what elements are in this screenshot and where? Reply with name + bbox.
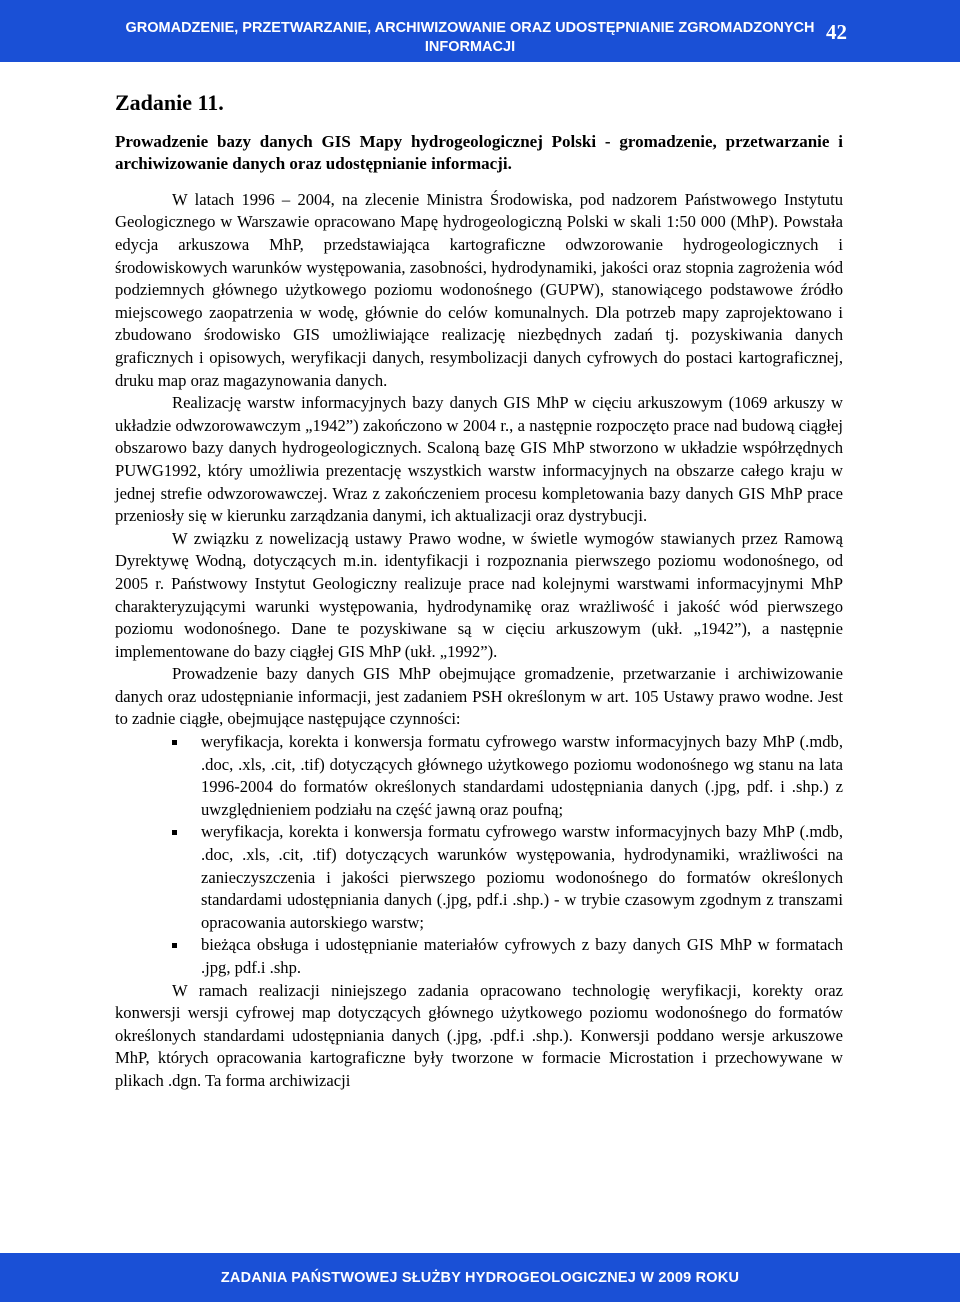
footer-title: ZADANIA PAŃSTWOWEJ SŁUŻBY HYDROGEOLOGICZNEJ W 2009 ROKU	[220, 1270, 740, 1286]
header-title: GROMADZENIE, PRZETWARZANIE, ARCHIWIZOWANIE ORAZ UDOSTĘPNIANIE ZGROMADZONYCH INFORMACJI	[125, 20, 815, 55]
list-item	[115, 731, 843, 821]
page-header	[0, 0, 960, 62]
list-item-text: weryfikacja, korekta i konwersja formatu cyfrowego warstw informacyjnych bazy MhP (.mdb, .doc, .xls, .cit, .tif) dotyczących głównego użytkowego poziomu wodonośnego wg stanu na lata 1996-2004 do formatów określonych standardami udostępniania danych (.jpg, pdf. i .shp.) z uwzględnieniem podziału na część jawną oraz poufną;	[201, 732, 843, 819]
square-bullet-icon	[172, 943, 177, 948]
paragraph: W związku z nowelizacją ustawy Prawo wodne, w świetle wymogów stawianych przez Ramową Dyrektywę Wodną, dotyczących m.in. identyfikacji i rozpoznania pierwszego poziomu wodonośnego, od 2005 r. Państwowy Instytut Geologiczny realizuje prace nad kolejnymi warstwami informacyjnymi MhP charakteryzującymi warunki występowania, hydrodynamikę oraz wrażliwość i jakość wód pierwszego poziomu wodonośnego. Dane te pozyskiwane są w cięciu arkuszowym (ukł. „1942”), a następnie implementowane do bazy ciągłej GIS MhP (ukł. „1992”).	[115, 528, 843, 661]
page-number: 42	[826, 20, 847, 44]
list-item-text: bieżąca obsługa i udostępnianie materiałów cyfrowych z bazy danych GIS MhP w formatach .jpg, pdf.i .shp.	[201, 935, 843, 977]
document-body	[115, 89, 843, 1093]
list-item-text: weryfikacja, korekta i konwersja formatu cyfrowego warstw informacyjnych bazy MhP (.mdb, .doc, .xls, .cit, .tif) dotyczących warunków występowania, hydrodynamiki, wrażliwości na zanieczyszczenia i jakości pierwszego poziomu wodonośnego do formatów określonych standardami udostępniania danych (.jpg, pdf.i .shp.) - w trybie czasowym zgodnym z transzami opracowania autorskiego warstw;	[201, 822, 843, 932]
list-item	[115, 821, 843, 934]
square-bullet-icon	[172, 830, 177, 835]
page-footer	[0, 1253, 960, 1302]
task-title: Prowadzenie bazy danych GIS Mapy hydrogeologicznej Polski - gromadzenie, przetwarzanie i archiwizowanie danych oraz udostępnianie informacji.	[115, 132, 843, 174]
paragraph: Realizację warstw informacyjnych bazy danych GIS MhP w cięciu arkuszowym (1069 arkuszy w układzie odwzorowawczym „1942”) zakończono w 2004 r., a następnie rozpoczęto prace nad budową ciągłej obszarowo bazy danych hydrogeologicznych. Scaloną bazę GIS MhP stworzono w układzie współrzędnych PUWG1992, który umożliwia prezentację wszystkich warstw informacyjnych na obszarze całego kraju w jednej strefie odwzorowawczej. Wraz z zakończeniem procesu kompletowania bazy danych GIS MhP prace przeniosły się w kierunku zarządzania danymi, ich aktualizacji oraz dystrybucji.	[115, 393, 843, 526]
task-activities-list	[115, 731, 843, 980]
paragraph: Prowadzenie bazy danych GIS MhP obejmujące gromadzenie, przetwarzanie i archiwizowanie danych oraz udostępnianie informacji, jest zadaniem PSH określonym w art. 105 Ustawy prawo wodne. Jest to zadnie ciągłe, obejmujące następujące czynności:	[115, 664, 843, 729]
list-item	[115, 934, 843, 979]
square-bullet-icon	[172, 740, 177, 745]
closing-paragraph: W ramach realizacji niniejszego zadania opracowano technologię weryfikacji, korekty oraz konwersji wersji cyfrowej map dotyczących głównego użytkowego poziomu wodonośnego do formatów określonych standardami udostępniania danych (.jpg, .pdf.i .shp.). Konwersji poddano wersje arkuszowe MhP, których opracowania kartograficzne były tworzone w formacie Microstation i przechowywane w plikach .dgn. Ta forma archiwizacji	[115, 980, 843, 1090]
task-number: Zadanie 11.	[115, 90, 224, 115]
paragraph: W latach 1996 – 2004, na zlecenie Ministra Środowiska, pod nadzorem Państwowego Instytutu Geologicznego w Warszawie opracowano Mapę hydrogeologiczną Polski w skali 1:50 000 (MhP). Powstała edycja arkuszowa MhP, przedstawiająca kartograficzne odwzorowanie hydrogeologicznych i środowiskowych warunków występowania, zasobności, hydrodynamiki, jakości oraz stopnia zagrożenia wód podziemnych głównego użytkowego poziomu wodonośnego (GUPW), stanowiącego podstawowe źródło miejscowego zaopatrzenia w wodę, głównie do celów komunalnych. Dla potrzeb mapy zaprojektowano i zbudowano środowisko GIS umożliwiające realizację niezbędnych zadań tj. pozyskiwania danych graficznych i opisowych, weryfikacji danych, resymbolizacji danych cyfrowych do postaci kartograficznej, druku map oraz magazynowania danych.	[115, 189, 843, 390]
